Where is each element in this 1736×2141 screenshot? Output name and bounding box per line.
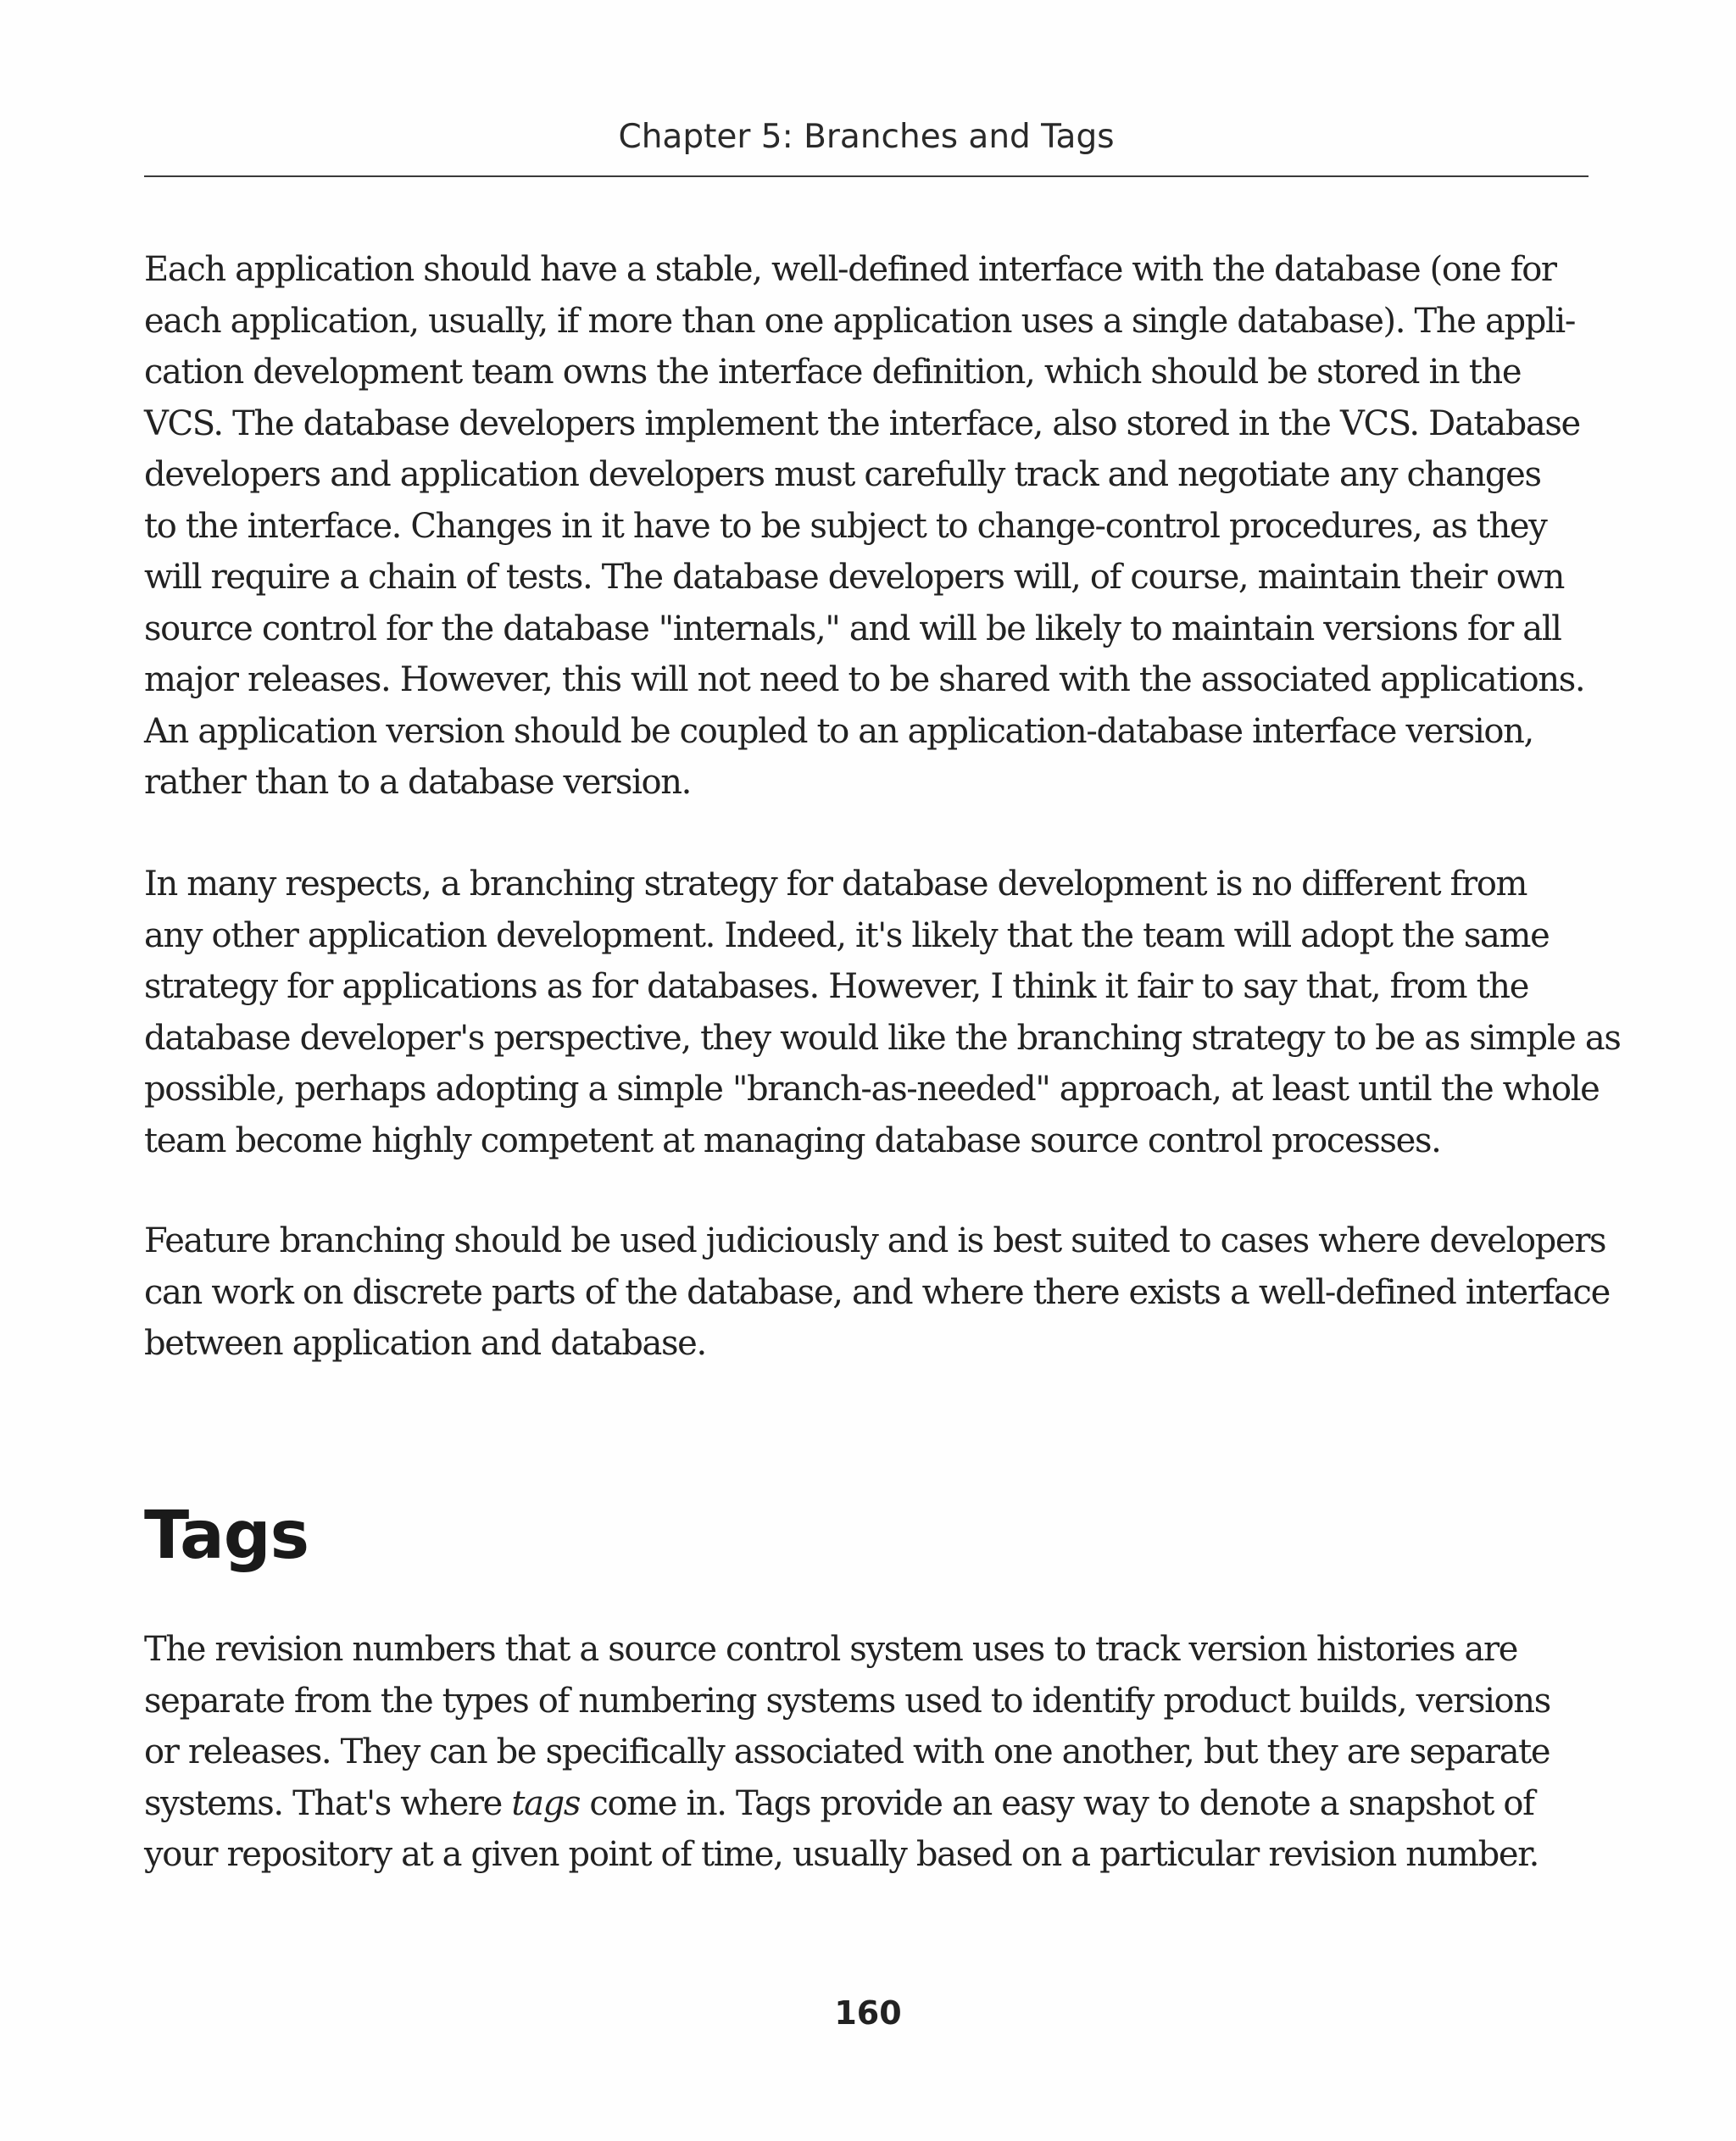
text-line: Each application should have a stable, well-defined interface with the database (one for: [144, 250, 1556, 289]
text-line: between application and database.: [144, 1324, 706, 1363]
page-number: 160: [834, 1994, 902, 2032]
text-line: In many respects, a branching strategy for database development is no different from: [144, 865, 1527, 904]
text-fragment: systems. That's where: [144, 1783, 512, 1823]
text-line: or releases. They can be specifically associated with one another, but they are separate: [144, 1732, 1550, 1771]
text-line: database developer's perspective, they would like the branching strategy to be as simple as: [144, 1018, 1621, 1058]
header-rule: [144, 175, 1589, 177]
text-line: VCS. The database developers implement the interface, also stored in the VCS. Database: [144, 403, 1580, 443]
paragraph-feature-branching: [144, 1215, 1610, 1370]
text-fragment: come in. Tags provide an easy way to denote a snapshot of: [580, 1783, 1534, 1823]
paragraph-tags: [144, 1624, 1595, 1881]
text-line: cation development team owns the interface definition, which should be stored in the: [144, 353, 1522, 392]
text-line: to the interface. Changes in it have to be subject to change-control procedures, as they: [144, 506, 1547, 546]
text-line: An application version should be coupled to an application-database interface version,: [144, 711, 1533, 751]
emphasis-tags: tags: [511, 1783, 581, 1823]
text-line: major releases. However, this will not need to be shared with the associated applications.: [144, 660, 1585, 699]
text-line: developers and application developers must carefully track and negotiate any changes: [144, 455, 1541, 494]
text-line: can work on discrete parts of the database, and where there exists a well-defined interface: [144, 1272, 1610, 1312]
paragraph-interface: [144, 244, 1595, 809]
text-line: Feature branching should be used judiciously and is best suited to cases where developers: [144, 1221, 1606, 1260]
section-heading-tags: Tags: [144, 1498, 309, 1574]
text-line: possible, perhaps adopting a simple "branch-as-needed" approach, at least until the whole: [144, 1070, 1600, 1109]
text-line: [144, 1778, 1595, 1830]
text-line: strategy for applications as for databases. However, I think it fair to say that, from the: [144, 967, 1529, 1006]
text-line: your repository at a given point of time, usually based on a particular revision number.: [144, 1835, 1538, 1874]
paragraph-branching-strategy: [144, 859, 1621, 1166]
running-header: Chapter 5: Branches and Tags: [618, 118, 1115, 156]
text-line: will require a chain of tests. The database developers will, of course, maintain their own: [144, 558, 1565, 597]
text-line: team become highly competent at managing database source control processes.: [144, 1121, 1441, 1160]
text-line: separate from the types of numbering systems used to identify product builds, versions: [144, 1681, 1550, 1721]
text-line: source control for the database "internals," and will be likely to maintain versions for all: [144, 609, 1561, 648]
text-line: The revision numbers that a source control system uses to track version histories are: [144, 1630, 1518, 1669]
text-line: rather than to a database version.: [144, 763, 692, 802]
text-line: any other application development. Indeed, it's likely that the team will adopt the same: [144, 915, 1550, 955]
text-line: each application, usually, if more than one application uses a single database). The appli-: [144, 301, 1576, 341]
